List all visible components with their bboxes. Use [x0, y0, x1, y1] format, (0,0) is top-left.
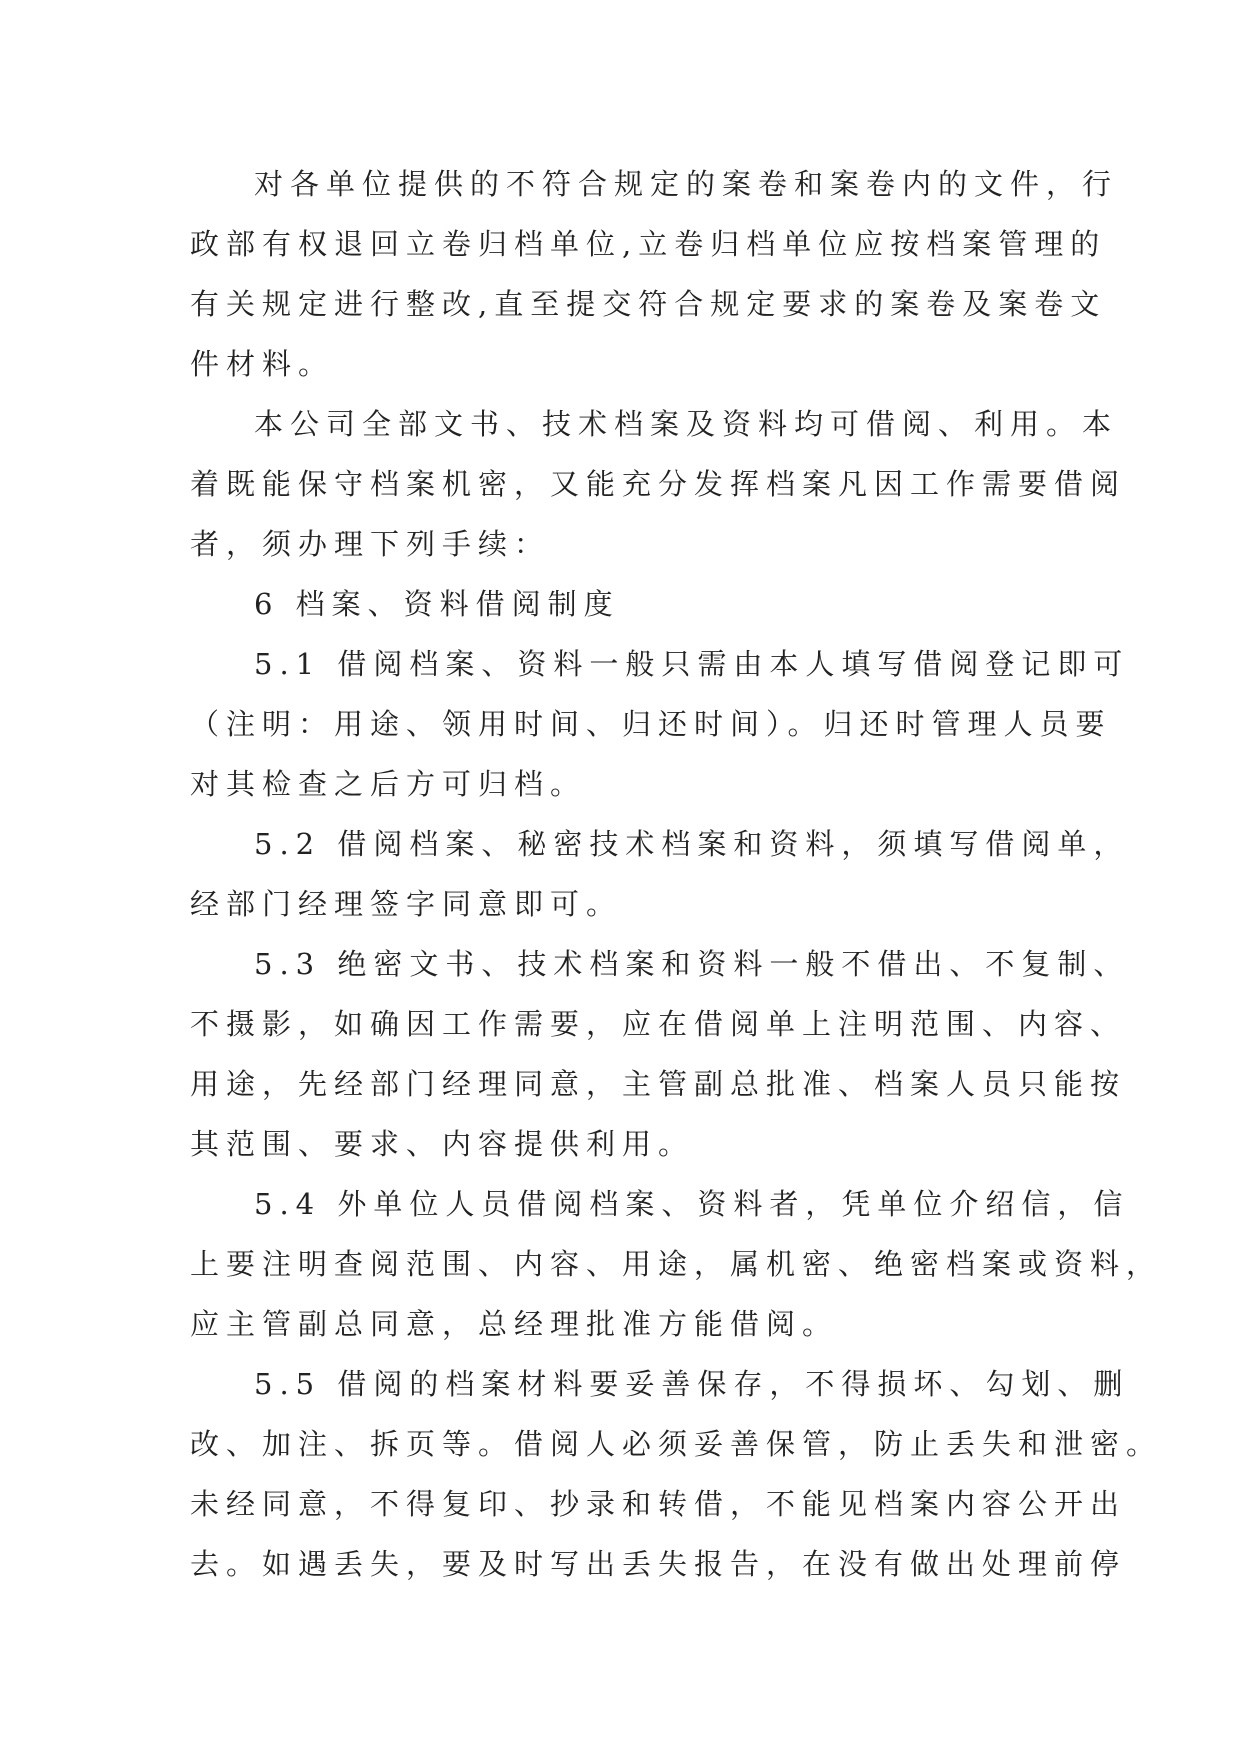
text-line: 未经同意，不得复印、抄录和转借，不能见档案内容公开出 [190, 1487, 1127, 1521]
text-line: 5.3 绝密文书、技术档案和资料一般不借出、不复制、 [254, 947, 1130, 981]
text-line: 件材料。 [190, 347, 335, 381]
paragraph-borrowing-intro [190, 394, 1127, 574]
clause-5-4 [190, 1174, 1163, 1354]
text-line: 者，须办理下列手续： [190, 527, 551, 561]
clause-5-3 [190, 934, 1130, 1174]
clause-5-5 [190, 1354, 1163, 1594]
text-line: 着既能保守档案机密，又能充分发挥档案凡因工作需要借阅 [190, 467, 1127, 501]
section-heading: 6 档案、资料借阅制度 [254, 587, 620, 621]
text-line: 改、加注、拆页等。借阅人必须妥善保管，防止丢失和泄密。 [190, 1427, 1163, 1461]
text-line: 其范围、要求、内容提供利用。 [190, 1127, 695, 1161]
text-line: 5.4 外单位人员借阅档案、资料者，凭单位介绍信，信 [254, 1187, 1130, 1221]
document-body [190, 154, 1163, 1594]
text-line: 5.1 借阅档案、资料一般只需由本人填写借阅登记即可 [254, 647, 1130, 681]
text-line: 用途，先经部门经理同意，主管副总批准、档案人员只能按 [190, 1067, 1127, 1101]
text-line: 5.2 借阅档案、秘密技术档案和资料，须填写借阅单， [254, 827, 1130, 861]
paragraph-rejection-rule [190, 154, 1119, 394]
text-line: 应主管副总同意，总经理批准方能借阅。 [190, 1307, 839, 1341]
text-line: 不摄影，如确因工作需要，应在借阅单上注明范围、内容、 [190, 1007, 1127, 1041]
text-line: 对各单位提供的不符合规定的案卷和案卷内的文件，行 [254, 167, 1119, 201]
text-line: 上要注明查阅范围、内容、用途，属机密、绝密档案或资料， [190, 1247, 1163, 1281]
text-line: 有关规定进行整改,直至提交符合规定要求的案卷及案卷文 [190, 287, 1107, 321]
clause-5-1 [190, 634, 1130, 814]
section-heading-6 [190, 574, 1060, 634]
text-line: （注明：用途、领用时间、归还时间）。归还时管理人员要 [190, 707, 1112, 741]
text-line: 经部门经理签字同意即可。 [190, 887, 623, 921]
text-line: 去。如遇丢失，要及时写出丢失报告，在没有做出处理前停 [190, 1547, 1127, 1581]
text-line: 本公司全部文书、技术档案及资料均可借阅、利用。本 [254, 407, 1119, 441]
text-line: 对其检查之后方可归档。 [190, 767, 587, 801]
clause-5-2 [190, 814, 1130, 934]
text-line: 5.5 借阅的档案材料要妥善保存，不得损坏、勾划、删 [254, 1367, 1130, 1401]
text-line: 政部有权退回立卷归档单位,立卷归档单位应按档案管理的 [190, 227, 1107, 261]
